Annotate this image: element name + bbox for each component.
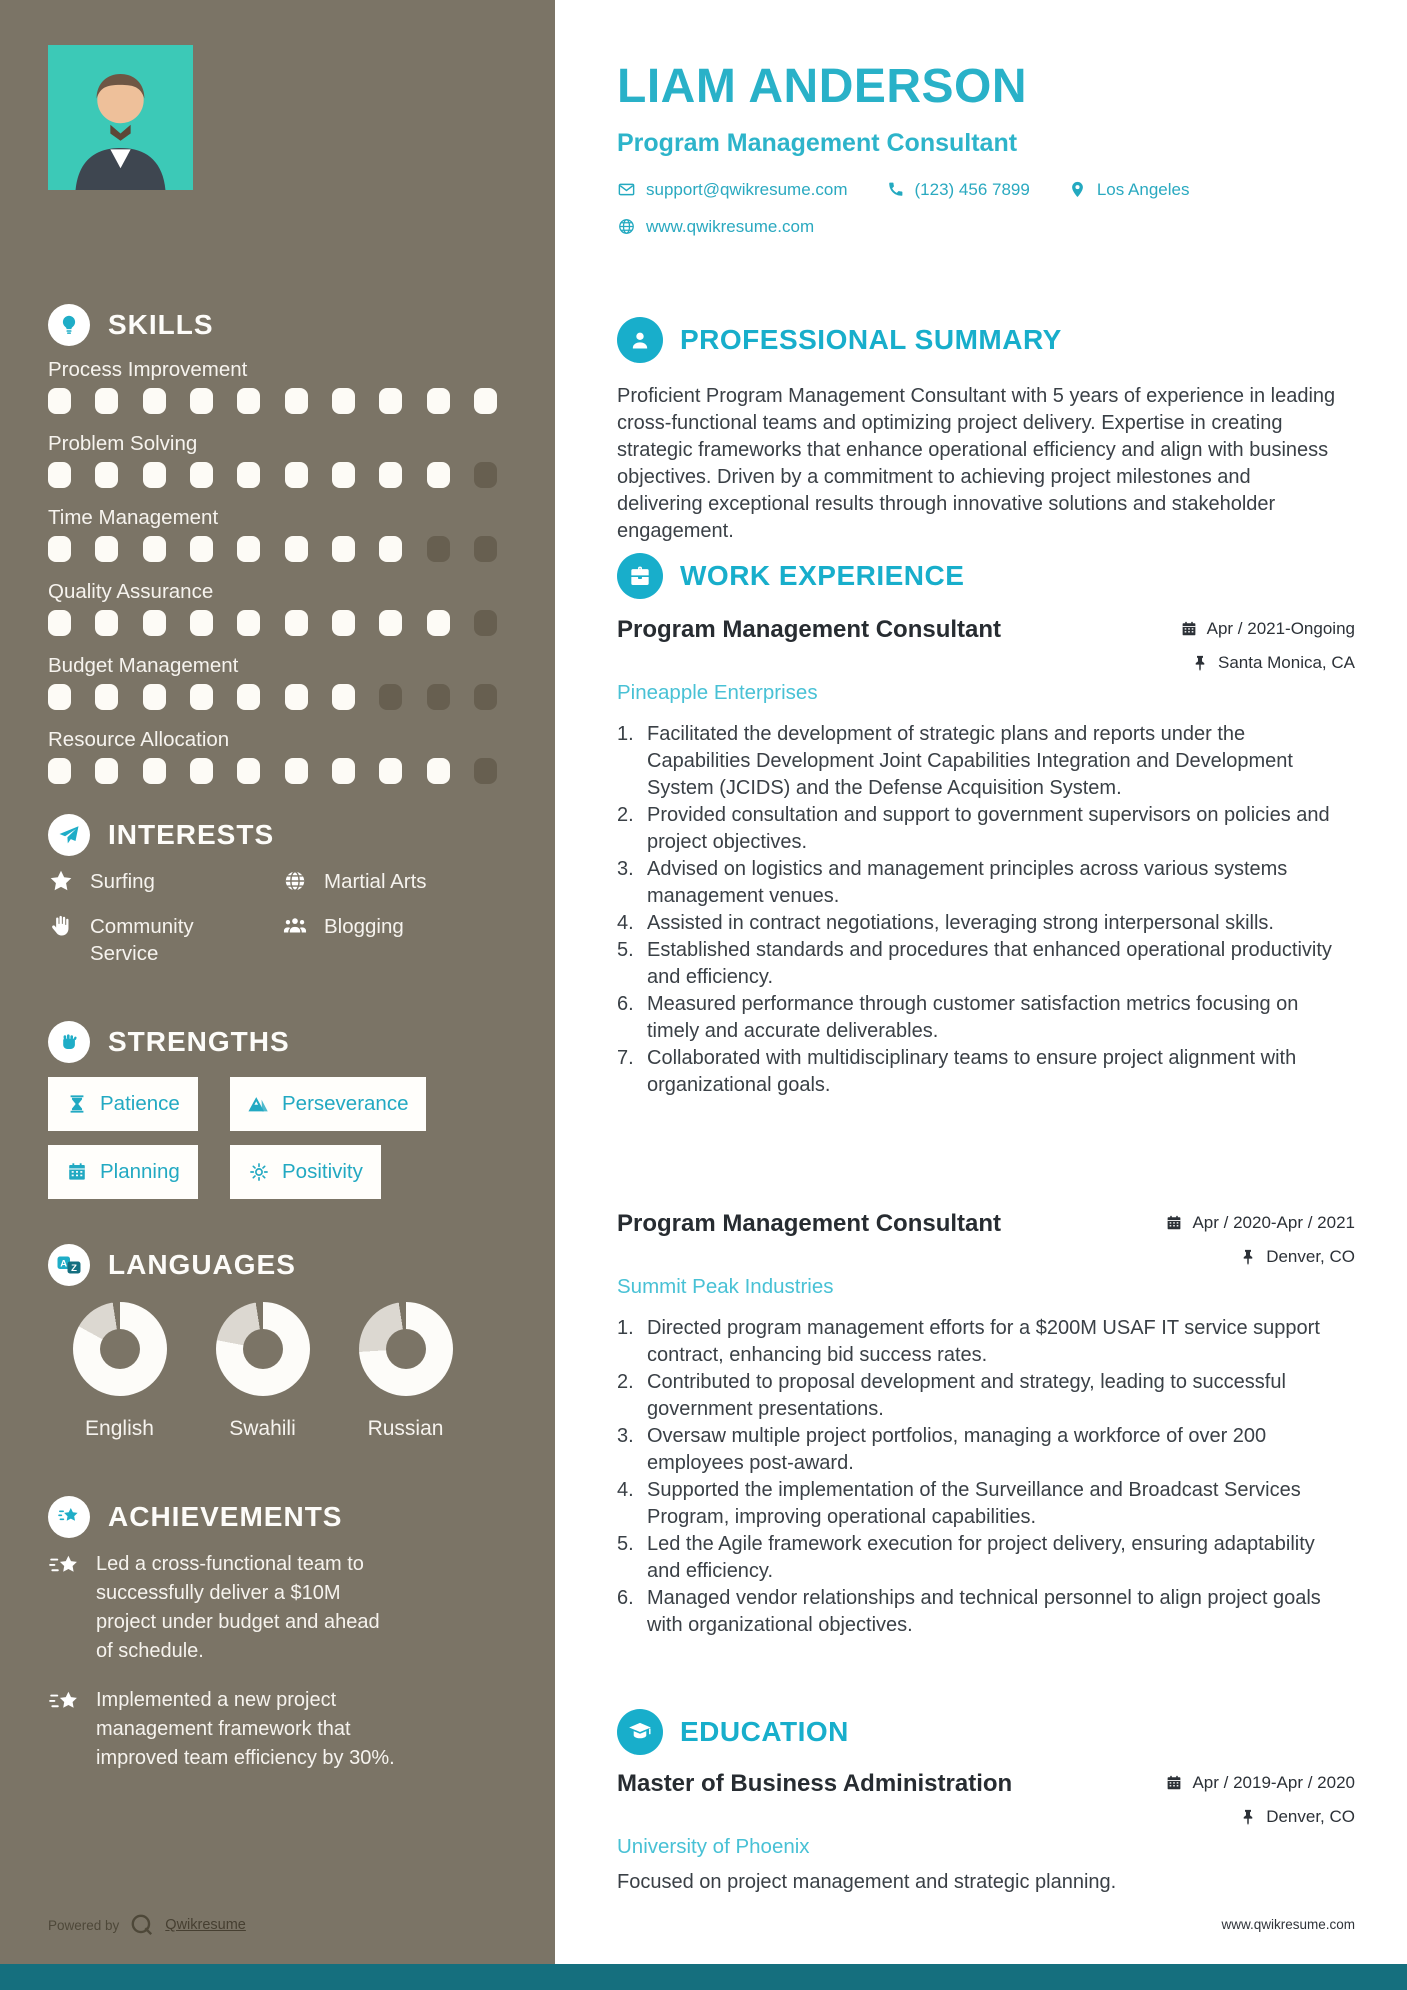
achievement-item bbox=[48, 1686, 497, 1773]
education-section bbox=[617, 1709, 1355, 1896]
main-content bbox=[555, 0, 1407, 1990]
rating-dot bbox=[237, 684, 260, 710]
rating-dot bbox=[237, 388, 260, 414]
phone-link[interactable] bbox=[886, 179, 1030, 200]
rating-dot bbox=[474, 462, 497, 488]
language-donut bbox=[73, 1302, 167, 1396]
job-dates-text: Apr / 2021-Ongoing bbox=[1206, 619, 1355, 638]
rating-dot bbox=[190, 758, 213, 784]
job-bullet: Managed vendor relationships and technical personnel to align project goals with organizational objectives. bbox=[647, 1587, 1321, 1636]
school-name: University of Phoenix bbox=[617, 1835, 810, 1858]
candidate-title: Program Management Consultant bbox=[617, 129, 1018, 157]
education-dates bbox=[1165, 1773, 1355, 1793]
interests-title: INTERESTS bbox=[108, 819, 275, 850]
rating-dot bbox=[143, 462, 166, 488]
skill-rating bbox=[48, 684, 497, 710]
summary-section bbox=[617, 317, 1355, 545]
envelope-icon bbox=[617, 180, 636, 199]
strength-chip bbox=[48, 1077, 198, 1131]
skill-name: Budget Management bbox=[48, 654, 239, 677]
education-dates-text: Apr / 2019-Apr / 2020 bbox=[1192, 1773, 1355, 1792]
skills-title: SKILLS bbox=[108, 309, 214, 340]
achievements-title: ACHIEVEMENTS bbox=[108, 1501, 343, 1532]
interest-label: Community Service bbox=[90, 915, 194, 965]
candidate-name: LIAM ANDERSON bbox=[617, 60, 1028, 113]
languages-icon-badge bbox=[48, 1244, 90, 1286]
rating-dot bbox=[427, 684, 450, 710]
languages-title: LANGUAGES bbox=[108, 1249, 296, 1280]
bottom-accent-strip bbox=[0, 1964, 1407, 1990]
rating-dot bbox=[48, 758, 71, 784]
company-name: Summit Peak Industries bbox=[617, 1275, 834, 1298]
sidebar bbox=[0, 0, 555, 1990]
skills-icon-badge bbox=[48, 304, 90, 346]
education-icon-badge bbox=[617, 1709, 663, 1755]
job-dates-text: Apr / 2020-Apr / 2021 bbox=[1192, 1213, 1355, 1232]
rating-dot bbox=[143, 388, 166, 414]
sidebar-footer bbox=[48, 1912, 246, 1938]
language-item bbox=[48, 1302, 191, 1442]
achievement-text: Led a cross-functional team to successfully deliver a $10M project under budget and ahead of schedule. bbox=[96, 1553, 380, 1662]
strengths-list bbox=[48, 1077, 497, 1199]
rating-dot bbox=[379, 610, 402, 636]
email-link[interactable] bbox=[617, 179, 848, 200]
rating-dot bbox=[48, 462, 71, 488]
rating-dot bbox=[285, 462, 308, 488]
rating-dot bbox=[143, 684, 166, 710]
job-location bbox=[1239, 1247, 1355, 1267]
footer-website-link[interactable]: www.qwikresume.com bbox=[1221, 1917, 1355, 1932]
jobs-list bbox=[617, 615, 1355, 1639]
interests-list bbox=[48, 868, 497, 967]
language-label: Russian bbox=[367, 1417, 444, 1440]
skill-name: Problem Solving bbox=[48, 432, 198, 455]
skill-item bbox=[48, 432, 497, 488]
rating-dot bbox=[427, 536, 450, 562]
rating-dot bbox=[143, 536, 166, 562]
rating-dot bbox=[237, 758, 260, 784]
rating-dot bbox=[332, 388, 355, 414]
rating-dot bbox=[237, 462, 260, 488]
strengths-section bbox=[48, 1021, 497, 1199]
skill-rating bbox=[48, 388, 497, 414]
languages-list bbox=[48, 1302, 497, 1442]
job-meta bbox=[1165, 1209, 1355, 1267]
location-item bbox=[1068, 179, 1190, 200]
job-location-text: Santa Monica, CA bbox=[1217, 653, 1355, 672]
interest-label: Martial Arts bbox=[324, 870, 427, 893]
hourglass-icon bbox=[66, 1093, 88, 1115]
rating-dot bbox=[427, 610, 450, 636]
rating-dot bbox=[143, 610, 166, 636]
interest-item bbox=[48, 868, 282, 895]
skill-item bbox=[48, 358, 497, 414]
contact-row bbox=[617, 179, 1277, 237]
sun-icon bbox=[248, 1161, 270, 1183]
languages-section bbox=[48, 1244, 497, 1442]
interest-item bbox=[282, 913, 497, 967]
rating-dot bbox=[285, 388, 308, 414]
language-item bbox=[334, 1302, 477, 1442]
rating-dot bbox=[237, 536, 260, 562]
interest-label: Surfing bbox=[90, 870, 155, 893]
rating-dot bbox=[285, 610, 308, 636]
achievement-text: Implemented a new project management framework that improved team efficiency by 30%. bbox=[96, 1689, 395, 1769]
rating-dot bbox=[190, 536, 213, 562]
rating-dot bbox=[474, 684, 497, 710]
job-meta bbox=[1180, 615, 1355, 673]
job-entry bbox=[617, 615, 1355, 1099]
skill-name: Quality Assurance bbox=[48, 580, 214, 603]
rating-dot bbox=[237, 610, 260, 636]
rating-dot bbox=[95, 462, 118, 488]
job-bullet: Established standards and procedures that enhanced operational productivity and efficiency. bbox=[647, 939, 1332, 988]
job-bullet: Oversaw multiple project portfolios, managing a workforce of over 200 employees post-award. bbox=[647, 1425, 1267, 1474]
rating-dot bbox=[332, 684, 355, 710]
language-donut bbox=[359, 1302, 453, 1396]
calendar-icon bbox=[66, 1161, 88, 1183]
rating-dot bbox=[190, 610, 213, 636]
rating-dot bbox=[95, 758, 118, 784]
rating-dot bbox=[95, 388, 118, 414]
phone-icon bbox=[886, 180, 905, 199]
job-header-row bbox=[617, 1209, 1355, 1267]
language-label: Swahili bbox=[229, 1417, 296, 1440]
strength-chip bbox=[230, 1077, 426, 1131]
achievement-item bbox=[48, 1550, 497, 1666]
job-dates bbox=[1180, 619, 1355, 639]
strengths-icon-badge bbox=[48, 1021, 90, 1063]
skill-item bbox=[48, 506, 497, 562]
rating-dot bbox=[48, 388, 71, 414]
calendar-icon bbox=[1165, 1214, 1183, 1232]
rating-dot bbox=[285, 684, 308, 710]
graduation-cap-icon bbox=[627, 1719, 653, 1745]
skill-item bbox=[48, 654, 497, 710]
globe-icon bbox=[617, 217, 636, 236]
job-bullet: Advised on logistics and management principles across various systems management venues. bbox=[647, 858, 1288, 907]
rating-dot bbox=[143, 758, 166, 784]
rating-dot bbox=[332, 462, 355, 488]
achievements-list bbox=[48, 1550, 497, 1773]
rating-dot bbox=[190, 462, 213, 488]
email-text: support@qwikresume.com bbox=[646, 180, 848, 199]
fist-icon bbox=[57, 1030, 81, 1054]
education-location-text: Denver, CO bbox=[1266, 1807, 1355, 1826]
language-item bbox=[191, 1302, 334, 1442]
job-bullet: Provided consultation and support to government supervisors on policies and project objectives. bbox=[647, 804, 1330, 853]
strength-chip bbox=[48, 1145, 198, 1199]
qwikresume-brand-link[interactable]: Qwikresume bbox=[165, 1917, 246, 1933]
rating-dot bbox=[48, 684, 71, 710]
achievements-section bbox=[48, 1496, 497, 1773]
website-link[interactable] bbox=[617, 216, 814, 237]
summary-icon-badge bbox=[617, 317, 663, 363]
experience-section bbox=[617, 553, 1355, 1639]
job-bullets bbox=[617, 1315, 1337, 1639]
strengths-title: STRENGTHS bbox=[108, 1026, 290, 1057]
shooting-star-icon bbox=[48, 1552, 82, 1580]
rating-dot bbox=[427, 758, 450, 784]
job-bullet: Assisted in contract negotiations, leveraging strong interpersonal skills. bbox=[647, 912, 1274, 934]
strength-chip bbox=[230, 1145, 381, 1199]
calendar-icon bbox=[1165, 1774, 1183, 1792]
degree-title: Master of Business Administration bbox=[617, 1770, 1013, 1797]
rating-dot bbox=[332, 536, 355, 562]
job-entry bbox=[617, 1209, 1355, 1639]
skill-name: Resource Allocation bbox=[48, 728, 230, 751]
powered-by-label: Powered by bbox=[48, 1917, 120, 1933]
rating-dot bbox=[285, 536, 308, 562]
rating-dot bbox=[332, 610, 355, 636]
pushpin-icon bbox=[1239, 1248, 1257, 1266]
education-location bbox=[1239, 1807, 1355, 1827]
job-bullet: Contributed to proposal development and strategy, leading to successful government presentations. bbox=[647, 1371, 1286, 1420]
strength-label: Positivity bbox=[282, 1160, 363, 1183]
interests-section bbox=[48, 814, 497, 967]
company-name: Pineapple Enterprises bbox=[617, 681, 818, 704]
translate-icon bbox=[56, 1253, 82, 1277]
job-bullet: Supported the implementation of the Surveillance and Broadcast Services Program, improving operational capabilities. bbox=[647, 1479, 1301, 1528]
hand-icon bbox=[48, 913, 74, 939]
phone-text: (123) 456 7899 bbox=[914, 180, 1030, 199]
education-heading: EDUCATION bbox=[680, 1716, 849, 1747]
rating-dot bbox=[190, 684, 213, 710]
strength-label: Planning bbox=[100, 1160, 180, 1183]
skill-item bbox=[48, 580, 497, 636]
job-dates bbox=[1165, 1213, 1355, 1233]
globe-icon bbox=[282, 868, 308, 894]
location-text: Los Angeles bbox=[1096, 180, 1190, 199]
person-icon bbox=[627, 327, 653, 353]
skill-rating bbox=[48, 536, 497, 562]
job-header-row bbox=[617, 615, 1355, 673]
rating-dot bbox=[95, 684, 118, 710]
pushpin-icon bbox=[1191, 654, 1209, 672]
rating-dot bbox=[474, 758, 497, 784]
briefcase-icon bbox=[627, 563, 653, 589]
skill-rating bbox=[48, 610, 497, 636]
rating-dot bbox=[285, 758, 308, 784]
strength-label: Patience bbox=[100, 1092, 180, 1115]
rating-dot bbox=[427, 388, 450, 414]
location-pin-icon bbox=[1068, 180, 1087, 199]
job-title: Program Management Consultant bbox=[617, 1210, 1002, 1237]
mountain-icon bbox=[248, 1093, 270, 1115]
calendar-icon bbox=[1180, 620, 1198, 638]
star-icon bbox=[48, 868, 74, 894]
job-bullet: Facilitated the development of strategic plans and reports under the Capabilities Development Joint Capabilities Integration and Development System (JCIDS) and the Defense Acquisition System. bbox=[647, 723, 1293, 799]
website-text: www.qwikresume.com bbox=[646, 217, 815, 236]
interests-icon-badge bbox=[48, 814, 90, 856]
job-bullet: Directed program management efforts for a $200M USAF IT service support contract, enhancing bid success rates. bbox=[647, 1317, 1320, 1366]
pushpin-icon bbox=[1239, 1808, 1257, 1826]
users-icon bbox=[282, 913, 308, 939]
job-bullet: Measured performance through customer satisfaction metrics focusing on timely and accurate deliverables. bbox=[647, 993, 1299, 1042]
language-donut bbox=[216, 1302, 310, 1396]
shooting-star-icon bbox=[48, 1688, 82, 1716]
education-note: Focused on project management and strategic planning. bbox=[617, 1871, 1117, 1893]
rating-dot bbox=[427, 462, 450, 488]
rating-dot bbox=[379, 758, 402, 784]
rating-dot bbox=[48, 536, 71, 562]
rating-dot bbox=[379, 462, 402, 488]
svg-text:A: A bbox=[60, 1258, 68, 1270]
language-label: English bbox=[85, 1417, 154, 1440]
rating-dot bbox=[332, 758, 355, 784]
rating-dot bbox=[190, 388, 213, 414]
interest-item bbox=[48, 913, 282, 967]
skill-rating bbox=[48, 758, 497, 784]
strength-label: Perseverance bbox=[282, 1092, 409, 1115]
qwikresume-logo-icon bbox=[129, 1912, 155, 1938]
skills-list bbox=[48, 358, 497, 784]
summary-heading: PROFESSIONAL SUMMARY bbox=[680, 324, 1062, 355]
job-location bbox=[1191, 653, 1355, 673]
rating-dot bbox=[48, 610, 71, 636]
rating-dot bbox=[379, 684, 402, 710]
rating-dot bbox=[379, 388, 402, 414]
job-bullet: Led the Agile framework execution for project delivery, ensuring adaptability and efficiency. bbox=[647, 1533, 1315, 1582]
skill-name: Process Improvement bbox=[48, 358, 248, 381]
rating-dot bbox=[474, 536, 497, 562]
job-bullet: Collaborated with multidisciplinary teams to ensure project alignment with organizational goals. bbox=[647, 1047, 1297, 1096]
job-title: Program Management Consultant bbox=[617, 616, 1002, 643]
achievements-icon-badge bbox=[48, 1496, 90, 1538]
rating-dot bbox=[474, 610, 497, 636]
star-badge-icon bbox=[57, 1505, 81, 1529]
summary-text: Proficient Program Management Consultant with 5 years of experience in leading cross-functional teams and optimizing project delivery. Expertise in creating strategic frameworks that enhance operational efficiency and align with business objectives. Driven by a commitment to achieving project milestones and delivering exceptional results through innovative solutions and stakeholder engagement. bbox=[617, 385, 1336, 542]
svg-text:Z: Z bbox=[71, 1262, 77, 1274]
skill-item bbox=[48, 728, 497, 784]
skills-section bbox=[48, 304, 497, 784]
profile-photo bbox=[48, 45, 193, 190]
rating-dot bbox=[379, 536, 402, 562]
avatar bbox=[48, 45, 193, 190]
interest-item bbox=[282, 868, 497, 895]
rating-dot bbox=[95, 610, 118, 636]
rating-dot bbox=[95, 536, 118, 562]
rating-dot bbox=[474, 388, 497, 414]
experience-icon-badge bbox=[617, 553, 663, 599]
job-bullets bbox=[617, 721, 1337, 1099]
job-location-text: Denver, CO bbox=[1266, 1247, 1355, 1266]
skill-rating bbox=[48, 462, 497, 488]
interest-label: Blogging bbox=[324, 915, 404, 938]
experience-heading: WORK EXPERIENCE bbox=[680, 560, 965, 591]
paper-plane-icon bbox=[57, 823, 81, 847]
skill-name: Time Management bbox=[48, 506, 219, 529]
lightbulb-icon bbox=[57, 313, 81, 337]
